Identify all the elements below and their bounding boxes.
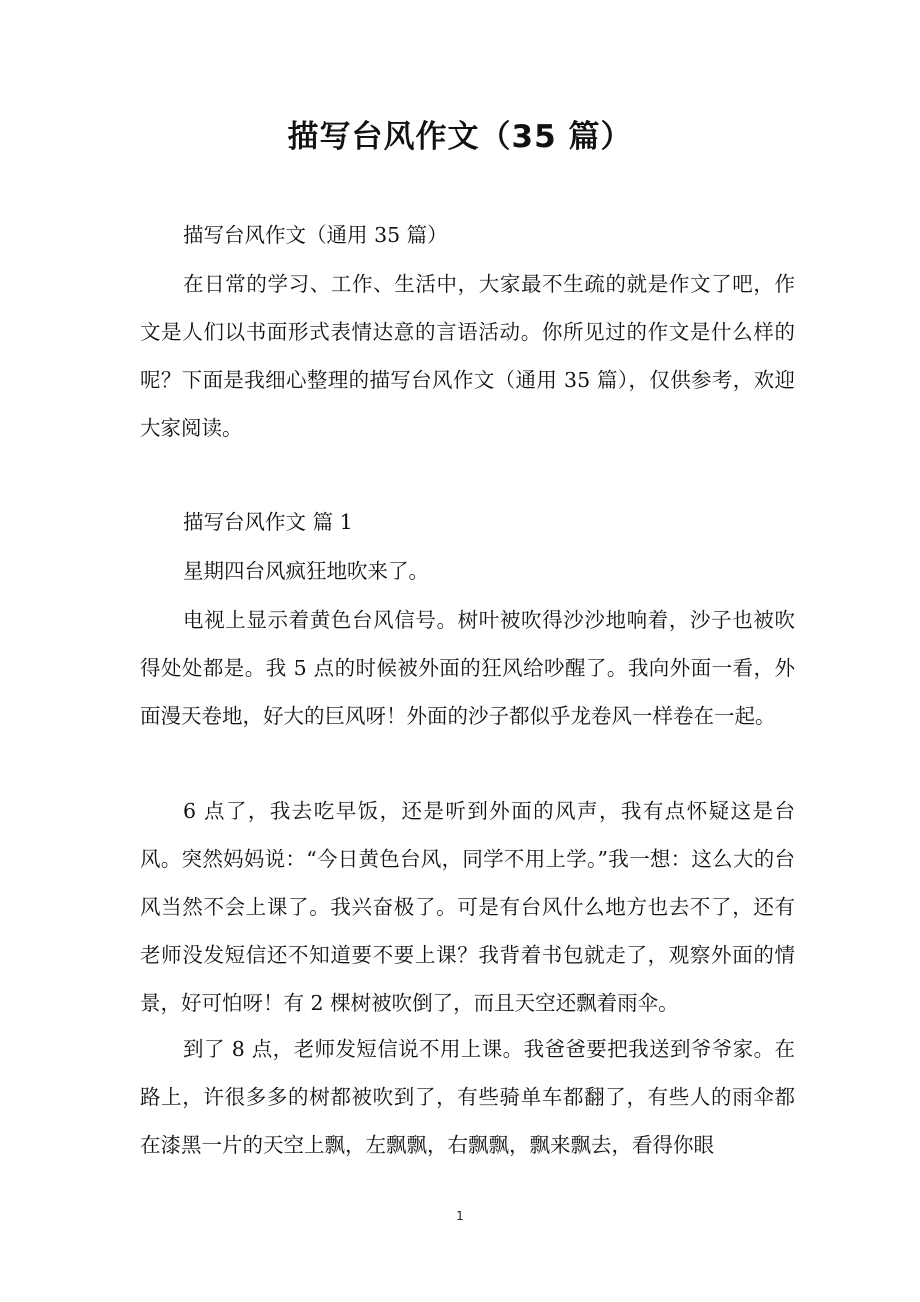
body-paragraph: 6 点了，我去吃早饭，还是听到外面的风声，我有点怀疑这是台风。突然妈妈说：“今日黄色台风，同学不用上学。”我一想：这么大的台风当然不会上课了。我兴奋极了。可是有台风什么地方也去不了，还有老师没发短信还不知道要不要上课？我背着书包就走了，观察外面的情景，好可怕呀！有 2 棵树被吹倒了，而且天空还飘着雨伞。: [140, 799, 795, 1015]
body-paragraph: 星期四台风疯狂地吹来了。: [183, 559, 430, 583]
body-paragraph: 电视上显示着黄色台风信号。树叶被吹得沙沙地响着，沙子也被吹得处处都是。我 5 点的时候被外面的狂风给吵醒了。我向外面一看，外面漫天卷地，好大的巨风呀！外面的沙子都似乎龙卷风一样卷在一起。: [140, 608, 795, 728]
document-subtitle: 描写台风作文（通用 35 篇）: [183, 223, 448, 247]
body-paragraph: 到了 8 点，老师发短信说不用上课。我爸爸要把我送到爷爷家。在路上，许很多多的树都被吹到了，有些骑单车都翻了，有些人的雨伞都在漆黑一片的天空上飘，左飘飘，右飘飘，飘来飘去，看得你眼: [140, 1037, 795, 1157]
document-title: 描写台风作文（35 篇）: [287, 119, 633, 155]
intro-paragraph: 在日常的学习、工作、生活中，大家最不生疏的就是作文了吧，作文是人们以书面形式表情达意的言语活动。你所见过的作文是什么样的呢？下面是我细心整理的描写台风作文（通用 35 篇），仅供参考，欢迎大家阅读。: [140, 272, 795, 440]
section-heading: 描写台风作文 篇 1: [183, 510, 353, 534]
page-number: 1: [456, 1209, 464, 1223]
